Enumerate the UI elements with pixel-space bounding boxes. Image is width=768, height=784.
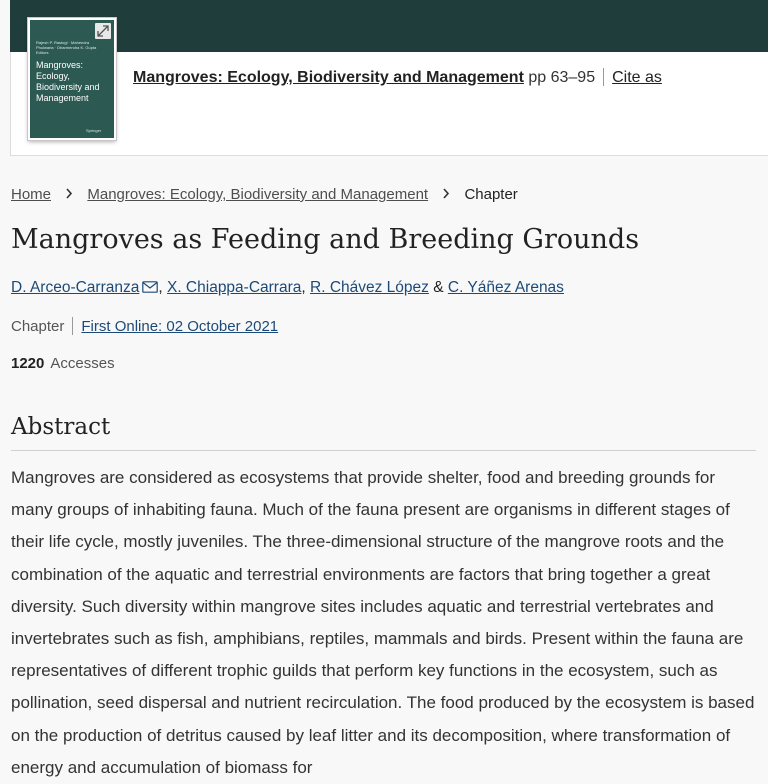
author-link[interactable]: C. Yáñez Arenas [447, 279, 564, 296]
breadcrumb-book[interactable]: Mangroves: Ecology, Biodiversity and Management [87, 186, 429, 203]
cover-publisher: Springer [86, 128, 102, 133]
chevron-right-icon [442, 185, 450, 205]
author-separator: , [301, 279, 306, 296]
divider [72, 317, 73, 335]
author-link[interactable]: D. Arceo-Carranza [11, 279, 140, 296]
content-type: Chapter [11, 318, 65, 335]
book-info [133, 68, 662, 88]
cite-as-link[interactable]: Cite as [612, 69, 662, 86]
mail-icon[interactable] [142, 279, 158, 291]
accesses-count: 1220 [11, 355, 45, 372]
page-title: Mangroves as Feeding and Breeding Grounds [11, 224, 640, 255]
chevron-right-icon [65, 185, 73, 205]
abstract-text: Mangroves are considered as ecosystems that provide shelter, food and breeding grounds for many groups of inhabiting fauna. Much of the fauna present are organisms in different stages of their life cycle, mostly juveniles. The three-dimensional structure of the mangrove roots and the combination of the aquatic and terrestrial environments are factors that bring together a great diversity. Such diversity within mangrove sites includes aquatic and terrestrial vertebrates and invertebrates such as fish, amphibians, reptiles, mammals and birds. Present within the fauna are representatives of different trophic guilds that perform key functions in the ecosystem, such as pollination, seed dispersal and nutrient recirculation. The food produced by the ecosystem is based on the production of detritus caused by leaf litter and its decomposition, where transformation of energy and accumulation of biomass for [11, 468, 755, 777]
accesses-metric [11, 354, 115, 374]
breadcrumb-current: Chapter [464, 186, 518, 203]
first-online-link[interactable]: First Online: 02 October 2021 [81, 318, 279, 335]
cover-title: Mangroves: Ecology, Biodiversity and Management [36, 60, 100, 103]
book-title-link[interactable]: Mangroves: Ecology, Biodiversity and Management [133, 69, 524, 86]
site-header-bar [10, 0, 768, 52]
expand-icon[interactable] [95, 23, 111, 39]
book-cover[interactable] [28, 18, 116, 140]
author-list [11, 278, 564, 298]
accesses-label: Accesses [50, 355, 115, 372]
author-link[interactable]: R. Chávez López [310, 279, 429, 296]
page-range: pp 63–95 [528, 69, 596, 86]
chapter-meta [11, 317, 278, 337]
divider [603, 68, 604, 86]
cover-editors: Rajesh P. Rastogi · Mahendra Phulwaria · Dharmendra K. Gupta Editors [36, 40, 97, 55]
breadcrumb-home[interactable]: Home [11, 186, 52, 203]
author-separator: , [158, 279, 163, 296]
author-separator: & [433, 279, 444, 296]
author-link[interactable]: X. Chiappa-Carrara [166, 279, 302, 296]
breadcrumb [11, 185, 518, 205]
abstract-heading: Abstract [11, 410, 756, 451]
